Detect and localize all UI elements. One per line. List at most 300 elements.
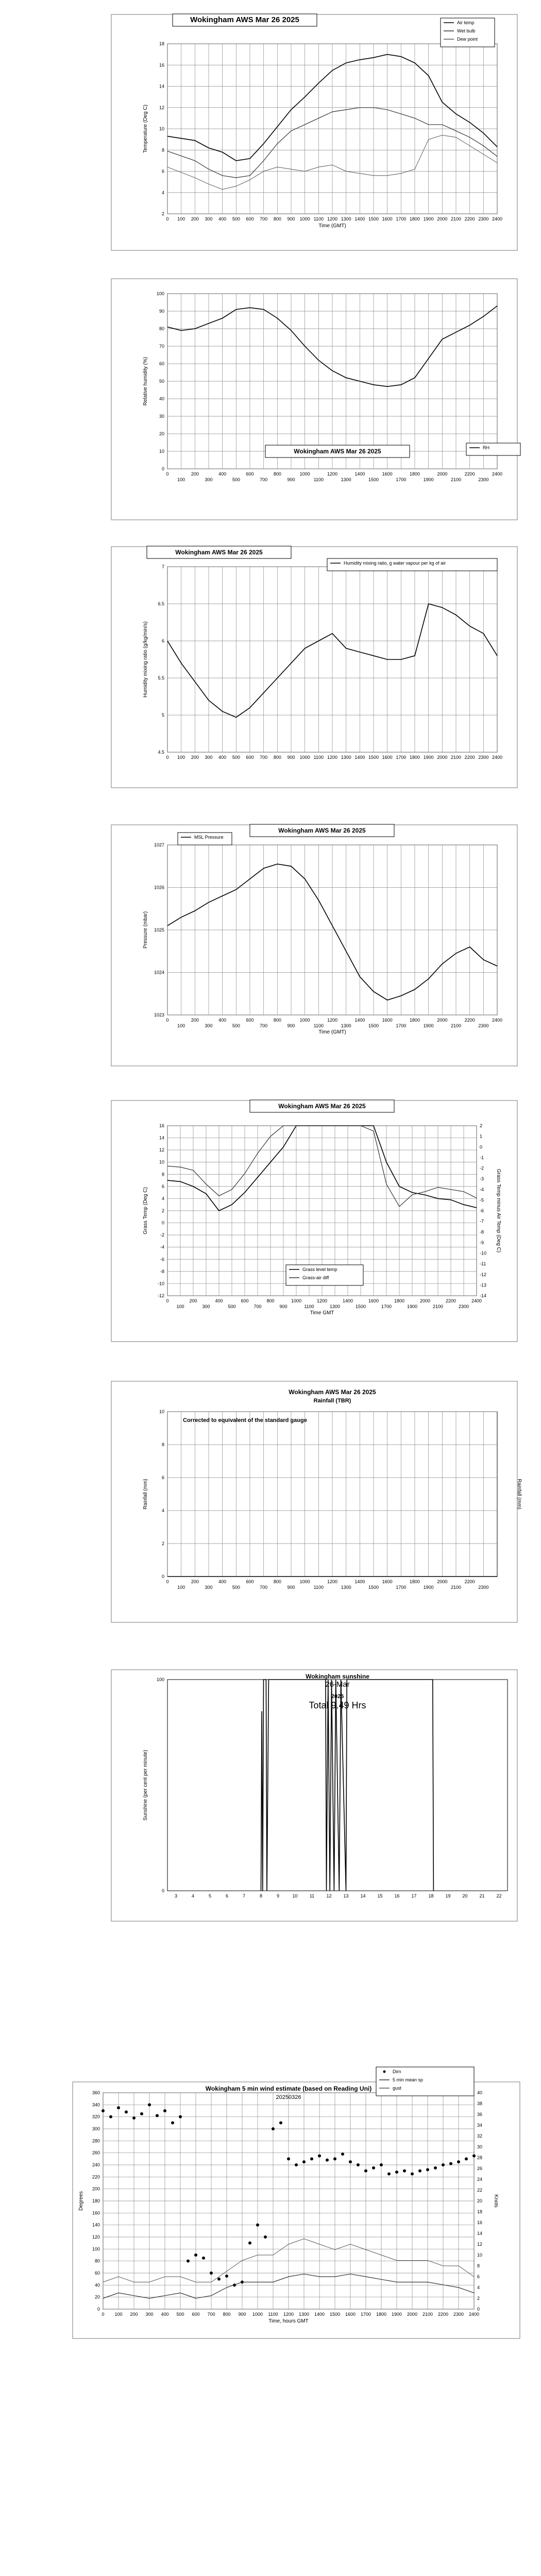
- y-tick-label: 200: [92, 2186, 100, 2192]
- x-tick-label-bottom: 1100: [313, 1023, 324, 1028]
- y-axis-label: Pressure (mbar): [143, 911, 148, 949]
- y-tick-label: 0: [161, 1888, 164, 1893]
- x-tick-label-bottom: 1700: [396, 1023, 407, 1028]
- y-tick-label: 16: [159, 1123, 164, 1128]
- x-tick-label: 2200: [464, 755, 475, 760]
- y-tick-label: 0: [161, 1220, 164, 1226]
- chart-title: Wokingham AWS Mar 26 2025: [175, 549, 263, 556]
- y-right-tick-label: 30: [477, 2144, 483, 2149]
- x-tick-label: 800: [273, 1579, 281, 1584]
- y-tick-label: 0: [161, 1574, 164, 1579]
- y-right-tick-label: 16: [477, 2220, 483, 2225]
- x-tick-label: 17: [411, 1893, 417, 1899]
- humidity-chart: [111, 278, 518, 520]
- y-right-tick-label: -1: [480, 1155, 484, 1160]
- x-tick-label-bottom: 2100: [450, 477, 462, 482]
- y-axis-label: Humidity mixing ratio (g/kg/min/s): [143, 621, 148, 698]
- x-tick-label: 800: [266, 1298, 275, 1303]
- wind-direction-point: [287, 2157, 290, 2160]
- y-right-tick-label: -5: [480, 1197, 484, 1203]
- x-tick-label-bottom: 900: [287, 1023, 295, 1028]
- y-tick-label: 6: [161, 1183, 164, 1189]
- x-tick-label: 1700: [396, 755, 407, 760]
- x-axis-label: Time (GMT): [318, 223, 346, 229]
- x-tick-label: 200: [191, 471, 199, 477]
- x-tick-label: 1800: [409, 1018, 420, 1023]
- x-tick-label: 1100: [313, 755, 324, 760]
- x-tick-label: 0: [166, 471, 169, 477]
- x-tick-label: 1200: [283, 2312, 294, 2317]
- x-tick-label-bottom: 700: [253, 1304, 262, 1309]
- x-axis-label: Time GMT: [310, 1310, 334, 1316]
- y-right-tick-label: 22: [477, 2188, 483, 2193]
- x-tick-label: 2200: [437, 2312, 449, 2317]
- x-tick-label: 1800: [409, 755, 420, 760]
- y-tick-label: -8: [160, 1268, 164, 1274]
- y-tick-label: 40: [94, 2282, 100, 2288]
- x-tick-label-bottom: 1900: [423, 1023, 434, 1028]
- x-tick-label-bottom: 300: [205, 1585, 213, 1590]
- y-right-tick-label: 36: [477, 2112, 483, 2117]
- x-tick-label: 1600: [382, 755, 393, 760]
- y-right-tick-label: -10: [480, 1250, 487, 1256]
- chart-title: Wokingham AWS Mar 26 2025: [294, 448, 381, 455]
- y-tick-label: 4.5: [158, 750, 164, 755]
- x-tick-label: 400: [218, 471, 227, 477]
- x-tick-label: 700: [260, 216, 268, 222]
- chart-title: Wokingham sunshine: [306, 1673, 369, 1680]
- wind-direction-point: [387, 2173, 391, 2176]
- y-tick-label: 0: [97, 2307, 100, 2312]
- wind-direction-point: [256, 2224, 259, 2227]
- x-tick-label-bottom: 1300: [341, 1585, 351, 1590]
- x-tick-label: 1400: [354, 471, 365, 477]
- wind-direction-point: [140, 2112, 143, 2115]
- y-tick-label: 60: [94, 2270, 100, 2276]
- x-tick-label-bottom: 1300: [341, 477, 351, 482]
- wind-direction-point: [295, 2163, 298, 2166]
- y-tick-label: 14: [159, 1135, 164, 1141]
- x-tick-label: 2400: [492, 1018, 503, 1023]
- x-tick-label-bottom: 300: [202, 1304, 210, 1309]
- x-tick-label: 200: [191, 1018, 199, 1023]
- wind-chart: [72, 2069, 520, 2339]
- chart-subtitle: Rainfall (TBR): [313, 1398, 351, 1404]
- temperature-chart: [111, 14, 518, 251]
- x-tick-label: 2000: [437, 755, 448, 760]
- x-tick-label-bottom: 500: [232, 1585, 240, 1590]
- y-right-tick-label: 18: [477, 2209, 483, 2214]
- x-tick-label-bottom: 1500: [355, 1304, 366, 1309]
- y-tick-label: 1024: [154, 970, 164, 975]
- y-right-tick-label: -13: [480, 1282, 487, 1288]
- y-axis-label: Grass Temp (Deg C): [143, 1187, 148, 1234]
- y-tick-label: 14: [159, 83, 164, 89]
- pressure-chart: [111, 824, 518, 1066]
- x-tick-label-bottom: 700: [260, 477, 268, 482]
- x-axis-label: Time (GMT): [318, 1029, 346, 1035]
- y-tick-label: 320: [92, 2114, 100, 2120]
- x-tick-label: 800: [273, 1018, 281, 1023]
- y-tick-label: 80: [159, 326, 164, 331]
- x-tick-label: 400: [161, 2312, 169, 2317]
- y-tick-label: 340: [92, 2102, 100, 2108]
- y-right-tick-label: -11: [480, 1261, 486, 1267]
- y-tick-label: 4: [161, 190, 164, 195]
- legend-label: Wet bulb: [457, 28, 476, 33]
- y-axis-label: Degrees: [78, 2191, 84, 2211]
- legend-label: Grass-air diff: [302, 1275, 329, 1280]
- x-tick-label-bottom: 100: [177, 477, 185, 482]
- wind-direction-point: [225, 2275, 228, 2278]
- y-tick-label: 2: [161, 211, 164, 216]
- x-tick-label: 2000: [437, 1018, 448, 1023]
- y-right-tick-label: 34: [477, 2123, 483, 2128]
- wind-direction-point: [341, 2153, 344, 2156]
- wind-direction-point: [395, 2171, 398, 2174]
- x-tick-label: 900: [287, 755, 295, 760]
- chart-year: 2025: [331, 1693, 344, 1700]
- x-tick-label: 2400: [468, 2312, 480, 2317]
- x-tick-label-bottom: 100: [177, 1585, 185, 1590]
- wind-direction-point: [179, 2115, 182, 2119]
- chart-subtitle: 26-Mar: [325, 1680, 350, 1689]
- x-tick-label: 4: [191, 1893, 195, 1899]
- x-tick-label: 900: [287, 216, 295, 222]
- y-tick-label: -10: [157, 1281, 164, 1286]
- x-tick-label: 200: [191, 1579, 199, 1584]
- x-tick-label: 22: [496, 1893, 502, 1899]
- x-tick-label: 1000: [299, 755, 310, 760]
- x-tick-label: 2200: [464, 471, 475, 477]
- wind-direction-point: [465, 2157, 468, 2160]
- x-tick-label: 6: [225, 1893, 229, 1899]
- x-tick-label: 100: [177, 216, 185, 222]
- y-tick-label: 90: [159, 309, 164, 314]
- x-tick-label: 600: [246, 1579, 254, 1584]
- x-tick-label: 600: [192, 2312, 200, 2317]
- x-tick-label: 1700: [360, 2312, 371, 2317]
- y-right-tick-label: -3: [480, 1176, 484, 1182]
- y-tick-label: 5: [161, 713, 164, 718]
- x-tick-label-bottom: 2100: [432, 1304, 444, 1309]
- y-tick-label: 60: [159, 361, 164, 366]
- rainfall-chart: [111, 1381, 522, 1623]
- y-right-axis-label: Grass Temp minus Air Temp (Deg C): [496, 1168, 501, 1253]
- y-tick-label: -2: [160, 1232, 164, 1238]
- y-right-tick-label: 26: [477, 2166, 483, 2171]
- x-tick-label: 2400: [471, 1298, 482, 1303]
- x-tick-label: 300: [145, 2312, 154, 2317]
- x-tick-label: 900: [238, 2312, 246, 2317]
- x-tick-label: 1400: [354, 755, 365, 760]
- y-tick-label: 20: [94, 2294, 100, 2300]
- wind-direction-point: [434, 2166, 437, 2170]
- wind-direction-point: [426, 2168, 429, 2171]
- x-tick-label: 200: [191, 755, 199, 760]
- y-right-tick-label: -4: [480, 1187, 484, 1192]
- wind-direction-point: [264, 2235, 267, 2239]
- legend-label: gust: [393, 2086, 402, 2091]
- x-tick-label-bottom: 2300: [478, 1585, 489, 1590]
- x-tick-label: 500: [232, 216, 240, 222]
- wind-direction-point: [148, 2103, 151, 2106]
- x-tick-label: 2400: [492, 471, 503, 477]
- y-tick-label: 100: [156, 291, 164, 296]
- wind-direction-point: [349, 2160, 352, 2163]
- x-tick-label: 11: [309, 1893, 315, 1899]
- y-right-tick-label: -14: [480, 1293, 487, 1298]
- x-tick-label: 1200: [316, 1298, 328, 1303]
- legend-label: Air temp: [457, 20, 475, 25]
- legend-label: RH: [483, 445, 489, 450]
- wind-direction-point: [102, 2109, 105, 2112]
- x-tick-label-bottom: 1900: [423, 477, 434, 482]
- y-axis-label: Relative humidity (%): [143, 357, 148, 406]
- x-tick-label: 1400: [354, 216, 365, 222]
- x-tick-label: 100: [177, 755, 185, 760]
- x-tick-label: 13: [343, 1893, 349, 1899]
- y-tick-label: 10: [159, 1409, 164, 1414]
- wind-direction-point: [202, 2257, 205, 2260]
- x-tick-label: 0: [166, 1298, 169, 1303]
- x-tick-label-bottom: 300: [205, 1023, 213, 1028]
- x-tick-label: 200: [130, 2312, 138, 2317]
- y-tick-label: -6: [160, 1257, 164, 1262]
- y-right-tick-label: 2: [480, 1123, 483, 1128]
- y-right-tick-label: -9: [480, 1240, 484, 1245]
- y-tick-label: 4: [161, 1196, 164, 1201]
- x-tick-label: 1200: [327, 1018, 338, 1023]
- y-tick-label: 180: [92, 2198, 100, 2204]
- y-right-tick-label: 10: [477, 2252, 483, 2258]
- x-tick-label: 16: [394, 1893, 400, 1899]
- wind-direction-point: [310, 2157, 313, 2160]
- x-tick-label: 7: [242, 1893, 246, 1899]
- y-tick-label: 100: [92, 2246, 100, 2252]
- y-right-tick-label: 38: [477, 2101, 483, 2106]
- y-tick-label: 100: [156, 1677, 164, 1682]
- x-tick-label-bottom: 2300: [478, 1023, 489, 1028]
- x-tick-label-bottom: 1500: [368, 1585, 379, 1590]
- x-tick-label: 1600: [382, 471, 393, 477]
- y-tick-label: 220: [92, 2174, 100, 2180]
- y-right-tick-label: 28: [477, 2155, 483, 2160]
- wind-direction-point: [442, 2163, 445, 2166]
- wind-direction-point: [272, 2127, 275, 2130]
- x-tick-label: 1300: [341, 755, 351, 760]
- y-tick-label: 10: [159, 449, 164, 454]
- x-tick-label: 2000: [407, 2312, 418, 2317]
- x-tick-label: 21: [479, 1893, 485, 1899]
- mixing-ratio-chart: [111, 546, 518, 788]
- y-right-tick-label: 2: [477, 2296, 480, 2301]
- y-tick-label: 360: [92, 2090, 100, 2095]
- y-tick-label: 4: [161, 1508, 164, 1513]
- y-tick-label: 1025: [154, 927, 164, 933]
- x-tick-label: 1800: [409, 1579, 420, 1584]
- chart-total: Total 9.49 Hrs: [309, 1700, 366, 1710]
- x-tick-label-bottom: 2100: [450, 1023, 462, 1028]
- wind-direction-point: [364, 2170, 367, 2173]
- x-tick-label: 5: [208, 1893, 212, 1899]
- x-tick-label: 10: [292, 1893, 298, 1899]
- x-tick-label-bottom: 500: [232, 477, 240, 482]
- x-tick-label: 1000: [299, 216, 310, 222]
- y-tick-label: 40: [159, 396, 164, 401]
- x-tick-label: 2400: [492, 755, 503, 760]
- chart-title: Wokingham AWS Mar 26 2025: [289, 1388, 376, 1396]
- x-tick-label: 800: [273, 755, 281, 760]
- wind-direction-point: [109, 2115, 112, 2119]
- x-tick-label: 1000: [299, 1579, 310, 1584]
- x-tick-label: 1600: [345, 2312, 356, 2317]
- x-tick-label: 600: [246, 471, 254, 477]
- x-tick-label: 400: [215, 1298, 223, 1303]
- x-tick-label: 9: [276, 1893, 280, 1899]
- grass-temperature-chart: [111, 1100, 518, 1342]
- x-tick-label: 1300: [341, 216, 351, 222]
- x-tick-label: 2100: [422, 2312, 433, 2317]
- legend-label: Grass level temp: [302, 1267, 337, 1272]
- chart-annotation: Corrected to equivalent of the standard gauge: [183, 1417, 307, 1423]
- wind-direction-point: [457, 2160, 460, 2163]
- y-tick-label: 1026: [154, 885, 164, 890]
- y-tick-label: 10: [159, 1159, 164, 1165]
- x-tick-label: 200: [191, 216, 199, 222]
- legend-label: MSL Pressure: [194, 835, 224, 840]
- y-tick-label: 12: [159, 105, 164, 110]
- x-tick-label: 2100: [450, 216, 462, 222]
- x-tick-label: 600: [241, 1298, 249, 1303]
- y-tick-label: 12: [159, 1147, 164, 1153]
- y-right-tick-label: 6: [477, 2274, 480, 2279]
- x-tick-label: 1900: [423, 216, 434, 222]
- x-tick-label-bottom: 900: [279, 1304, 288, 1309]
- x-tick-label: 400: [218, 755, 227, 760]
- x-tick-label: 400: [218, 1579, 227, 1584]
- y-right-tick-label: -8: [480, 1229, 484, 1235]
- x-tick-label: 2000: [437, 471, 448, 477]
- x-tick-label: 400: [218, 216, 227, 222]
- x-tick-label: 1100: [313, 216, 324, 222]
- x-tick-label: 2300: [453, 2312, 464, 2317]
- wind-direction-point: [163, 2109, 166, 2112]
- x-tick-label-bottom: 1500: [368, 477, 379, 482]
- x-tick-label: 0: [166, 216, 169, 222]
- y-right-tick-label: 0: [477, 2307, 480, 2312]
- wind-direction-point: [411, 2173, 414, 2176]
- y-right-tick-label: 20: [477, 2198, 483, 2204]
- x-tick-label-bottom: 1500: [368, 1023, 379, 1028]
- y-tick-label: 30: [159, 414, 164, 419]
- y-tick-label: 280: [92, 2138, 100, 2144]
- x-tick-label-bottom: 900: [287, 1585, 295, 1590]
- x-tick-label-bottom: 100: [177, 1023, 185, 1028]
- y-right-tick-label: -7: [480, 1218, 484, 1224]
- legend-label: Dirn: [393, 2069, 401, 2074]
- x-tick-label: 0: [102, 2312, 105, 2317]
- wind-direction-point: [472, 2155, 476, 2158]
- chart-subtitle: 20250326: [276, 2094, 301, 2100]
- x-tick-label: 1800: [409, 471, 420, 477]
- x-tick-label: 2200: [464, 1579, 475, 1584]
- x-tick-label-bottom: 1300: [341, 1023, 351, 1028]
- x-tick-label: 1800: [376, 2312, 387, 2317]
- legend-swatch: [383, 2071, 386, 2073]
- x-tick-label: 8: [259, 1893, 263, 1899]
- x-tick-label: 2300: [478, 755, 489, 760]
- y-axis-label: Sunshine (per cent per minute): [143, 1750, 148, 1821]
- y-tick-label: 1027: [154, 842, 164, 848]
- x-tick-label: 800: [223, 2312, 231, 2317]
- wind-direction-point: [248, 2242, 251, 2245]
- x-tick-label: 1200: [327, 471, 338, 477]
- y-tick-label: 6: [161, 1475, 164, 1480]
- x-tick-label: 600: [246, 755, 254, 760]
- x-tick-label: 19: [445, 1893, 451, 1899]
- x-tick-label-bottom: 1700: [381, 1304, 392, 1309]
- y-right-tick-label: 0: [480, 1144, 483, 1150]
- x-tick-label: 14: [360, 1893, 366, 1899]
- y-tick-label: 160: [92, 2210, 100, 2216]
- x-tick-label: 15: [377, 1893, 383, 1899]
- x-tick-label-bottom: 100: [176, 1304, 184, 1309]
- x-tick-label: 1800: [409, 216, 420, 222]
- y-tick-label: 6: [161, 168, 164, 174]
- y-right-tick-label: -12: [480, 1272, 487, 1277]
- x-tick-label: 1600: [382, 1018, 393, 1023]
- y-tick-label: 6: [161, 638, 164, 643]
- wind-direction-point: [357, 2163, 360, 2166]
- y-tick-label: 20: [159, 431, 164, 436]
- y-tick-label: 10: [159, 126, 164, 131]
- y-right-tick-label: 24: [477, 2177, 483, 2182]
- y-tick-label: 140: [92, 2222, 100, 2228]
- chart-title: Wokingham AWS Mar 26 2025: [190, 15, 299, 24]
- y-tick-label: 300: [92, 2126, 100, 2131]
- x-tick-label: 1900: [391, 2312, 402, 2317]
- x-tick-label: 700: [260, 755, 268, 760]
- x-tick-label: 1000: [299, 1018, 310, 1023]
- x-axis-label: Time, hours GMT: [268, 2318, 309, 2324]
- wind-direction-point: [333, 2157, 336, 2160]
- x-tick-label: 300: [205, 755, 213, 760]
- wind-direction-point: [156, 2114, 159, 2117]
- legend-label: Dew point: [457, 37, 478, 42]
- y-tick-label: -12: [157, 1293, 164, 1298]
- x-tick-label: 2000: [437, 1579, 448, 1584]
- y-axis-label: Temperature (Deg C): [143, 105, 148, 153]
- y-tick-label: -4: [160, 1244, 164, 1250]
- x-tick-label: 0: [166, 1579, 169, 1584]
- y-tick-label: 8: [161, 1442, 164, 1447]
- x-tick-label: 1400: [342, 1298, 353, 1303]
- wind-direction-point: [117, 2106, 120, 2109]
- chart-title: Wokingham AWS Mar 26 2025: [278, 827, 366, 834]
- x-tick-label: 400: [218, 1018, 227, 1023]
- x-tick-label: 600: [246, 1018, 254, 1023]
- wind-direction-point: [318, 2155, 321, 2158]
- x-tick-label: 2300: [478, 216, 489, 222]
- y-tick-label: 240: [92, 2162, 100, 2167]
- y-tick-label: 260: [92, 2150, 100, 2156]
- wind-direction-point: [125, 2110, 128, 2113]
- x-tick-label: 1200: [327, 216, 338, 222]
- x-tick-label-bottom: 1100: [313, 1585, 324, 1590]
- x-tick-label: 700: [207, 2312, 215, 2317]
- wind-direction-point: [326, 2159, 329, 2162]
